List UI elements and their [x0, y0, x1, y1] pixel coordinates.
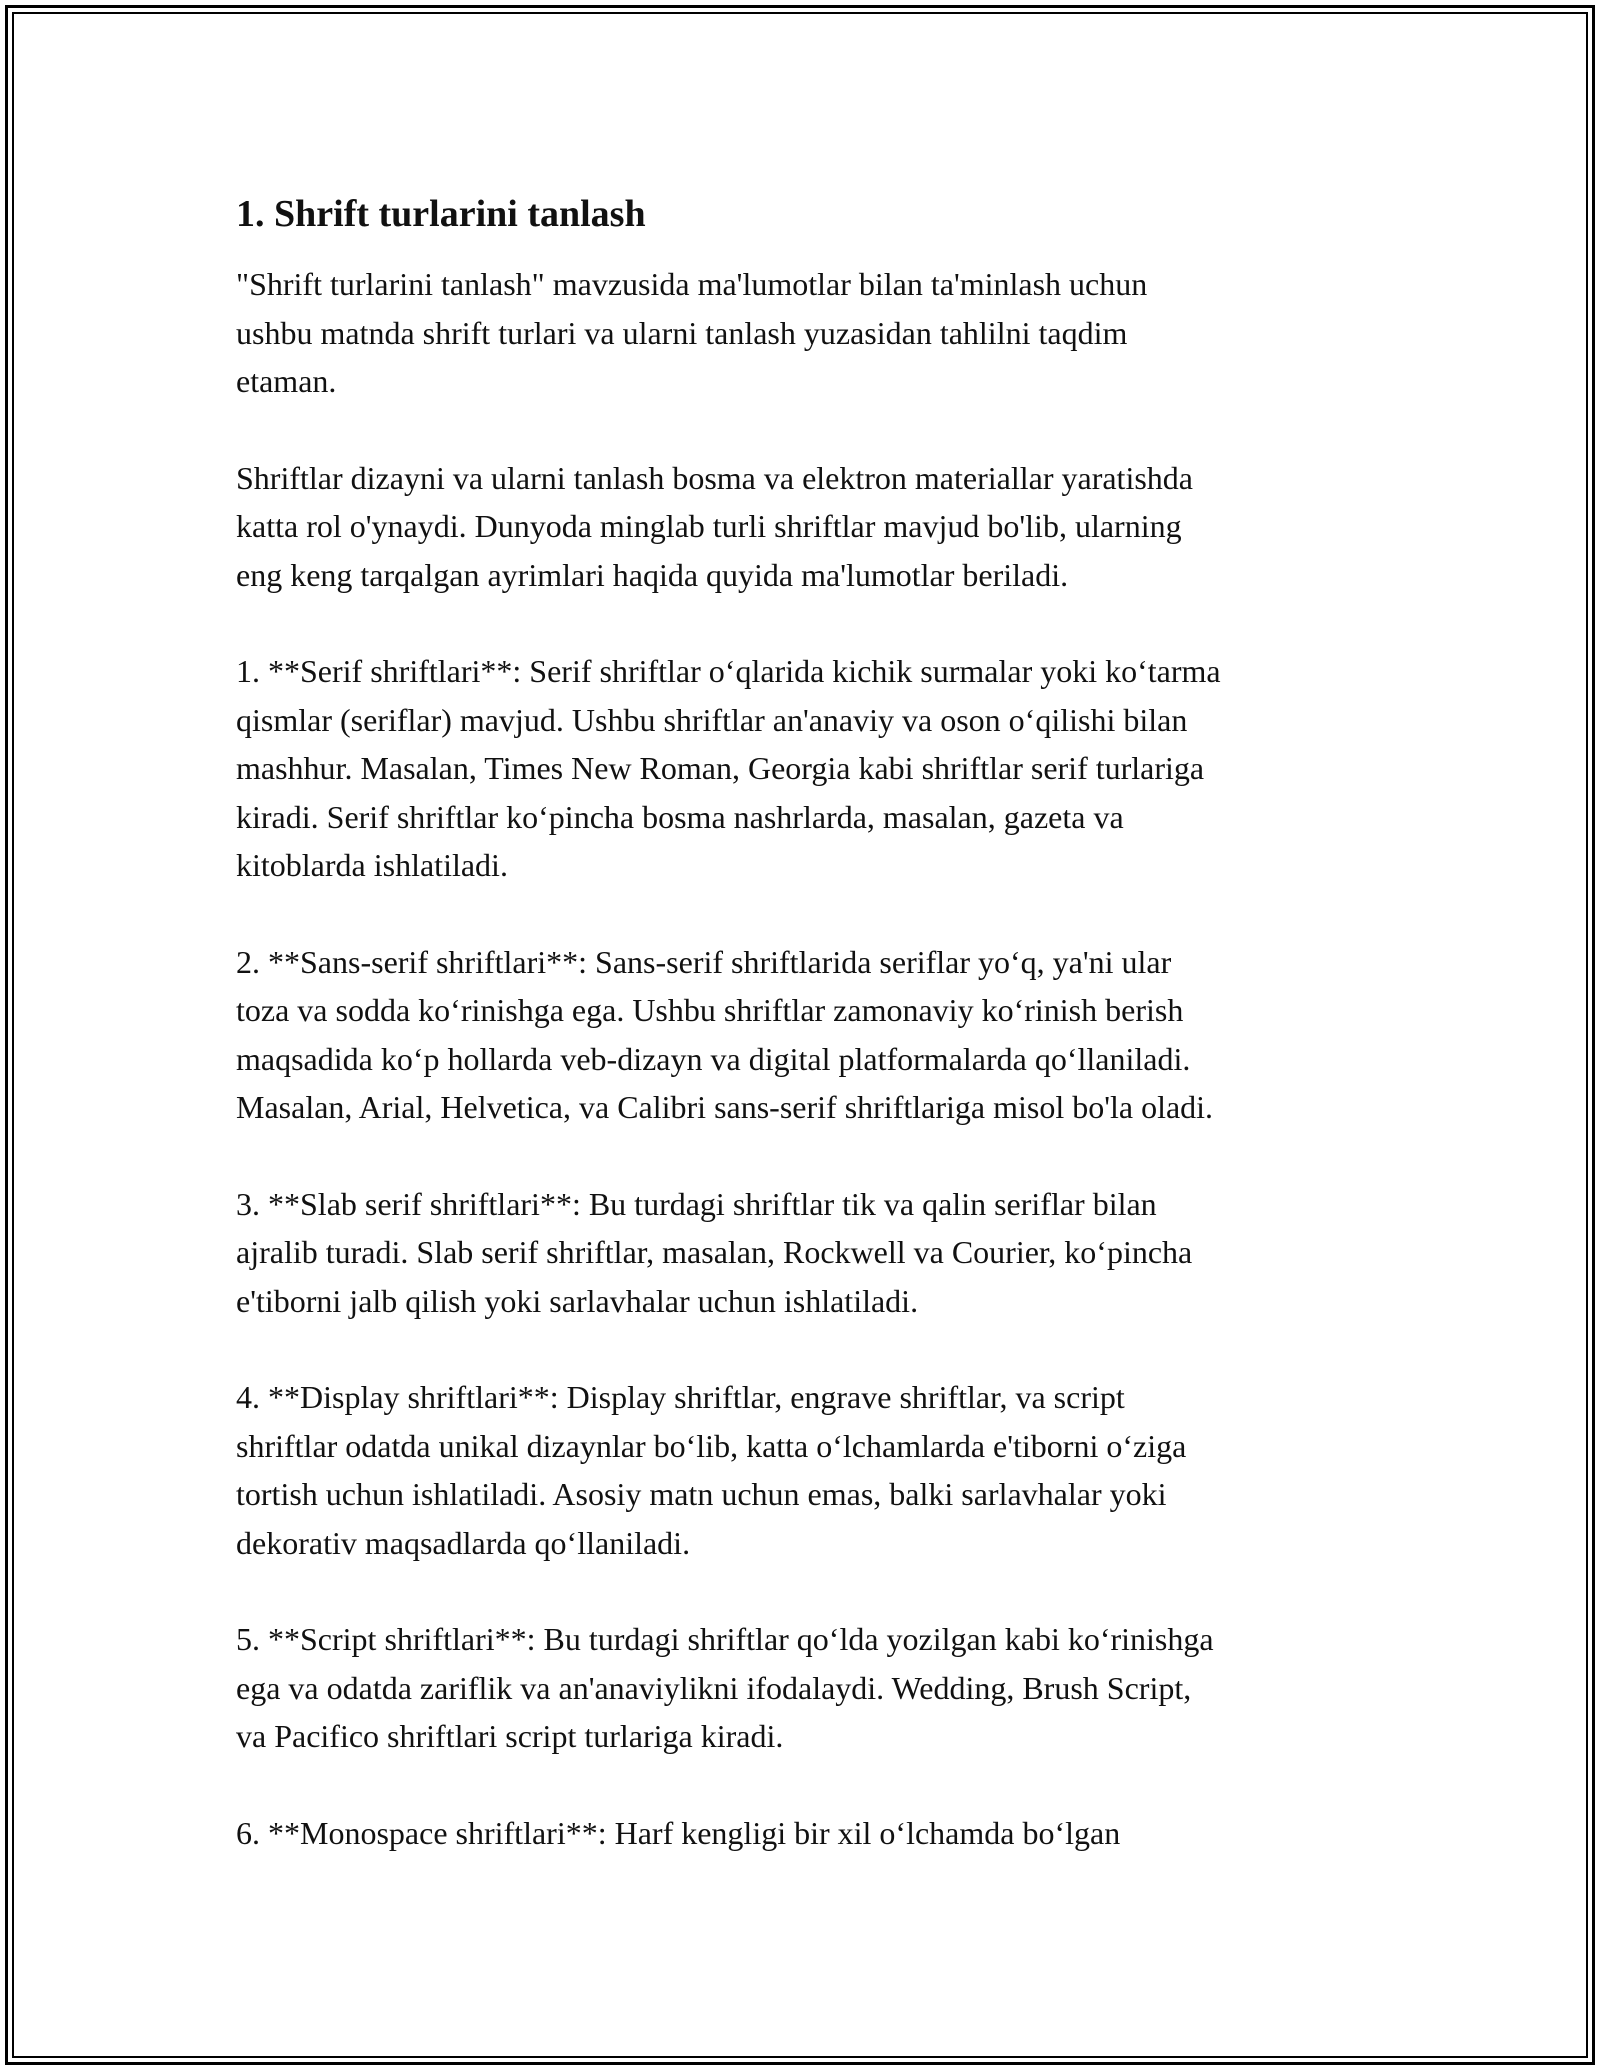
paragraph-4	[236, 938, 1416, 1132]
paragraph-line: ushbu matnda shrift turlari va ularni tanlash yuzasidan tahlilni taqdim	[236, 314, 1128, 351]
paragraph-line: 3. **Slab serif shriftlari**: Bu turdagi shriftlar tik va qalin seriflar bilan	[236, 1185, 1157, 1222]
paragraph-line: toza va sodda ko‘rinishga ega. Ushbu shriftlar zamonaviy ko‘rinish berish	[236, 992, 1184, 1028]
paragraph-line: 2. **Sans-serif shriftlari**: Sans-serif shriftlarida seriflar yo‘q, ya'ni ular	[236, 943, 1172, 980]
paragraph-line: 1. **Serif shriftlari**: Serif shriftlar o‘qlarida kichik surmalar yoki ko‘tarma	[236, 653, 1221, 689]
paragraph-line: eng keng tarqalgan ayrimlari haqida quyida ma'lumotlar beriladi.	[236, 556, 1069, 593]
paragraph-line: "Shrift turlarini tanlash" mavzusida ma'lumotlar bilan ta'minlash uchun	[236, 266, 1148, 302]
paragraph-line: etaman.	[236, 363, 337, 399]
paragraph-line: tortish uchun ishlatiladi. Asosiy matn uchun emas, balki sarlavhalar yoki	[236, 1476, 1167, 1512]
paragraph-line: kitoblarda ishlatiladi.	[236, 847, 508, 883]
paragraph-line: ega va odatda zariflik va an'anaviylikni ifodalaydi. Wedding, Brush Script,	[236, 1669, 1192, 1706]
paragraph-line: kiradi. Serif shriftlar ko‘pincha bosma nashrlarda, masalan, gazeta va	[236, 798, 1124, 835]
paragraph-line: Shriftlar dizayni va ularni tanlash bosma va elektron materiallar yaratishda	[236, 459, 1193, 496]
paragraph-8	[236, 1809, 1416, 1858]
paragraph-line: ajralib turadi. Slab serif shriftlar, masalan, Rockwell va Courier, ko‘pincha	[236, 1234, 1193, 1270]
paragraph-2	[236, 454, 1416, 600]
paragraph-line: dekorativ maqsadlarda qo‘llaniladi.	[236, 1524, 691, 1561]
paragraph-1	[236, 260, 1416, 406]
paragraph-line: 5. **Script shriftlari**: Bu turdagi shriftlar qo‘lda yozilgan kabi ko‘rinishga	[236, 1621, 1214, 1657]
paragraph-line: katta rol o'ynaydi. Dunyoda minglab turli shriftlar mavjud bo'lib, ularning	[236, 508, 1182, 544]
paragraph-line: 4. **Display shriftlari**: Display shriftlar, engrave shriftlar, va script	[236, 1379, 1125, 1415]
paragraph-line: e'tiborni jalb qilish yoki sarlavhalar uchun ishlatiladi.	[236, 1282, 919, 1319]
paragraph-3	[236, 647, 1416, 890]
paragraph-line: 6. **Monospace shriftlari**: Harf kengligi bir xil o‘lchamda bo‘lgan	[236, 1814, 1121, 1851]
paragraph-list	[236, 260, 1416, 1857]
paragraph-line: qismlar (seriflar) mavjud. Ushbu shriftlar an'anaviy va oson o‘qilishi bilan	[236, 701, 1188, 738]
paragraph-5	[236, 1180, 1416, 1326]
paragraph-line: maqsadida ko‘p hollarda veb-dizayn va digital platformalarda qo‘llaniladi.	[236, 1040, 1191, 1077]
paragraph-line: mashhur. Masalan, Times New Roman, Georgia kabi shriftlar serif turlariga	[236, 750, 1205, 786]
paragraph-7	[236, 1615, 1416, 1761]
document-body	[236, 184, 1416, 1905]
paragraph-line: shriftlar odatda unikal dizaynlar bo‘lib, katta o‘lchamlarda e'tiborni o‘ziga	[236, 1427, 1187, 1464]
paragraph-line: va Pacifico shriftlari script turlariga kiradi.	[236, 1718, 784, 1754]
section-heading: 1. Shrift turlarini tanlash	[236, 193, 646, 235]
paragraph-6	[236, 1373, 1416, 1567]
paragraph-line: Masalan, Arial, Helvetica, va Calibri sans-serif shriftlariga misol bo'la oladi.	[236, 1089, 1214, 1125]
